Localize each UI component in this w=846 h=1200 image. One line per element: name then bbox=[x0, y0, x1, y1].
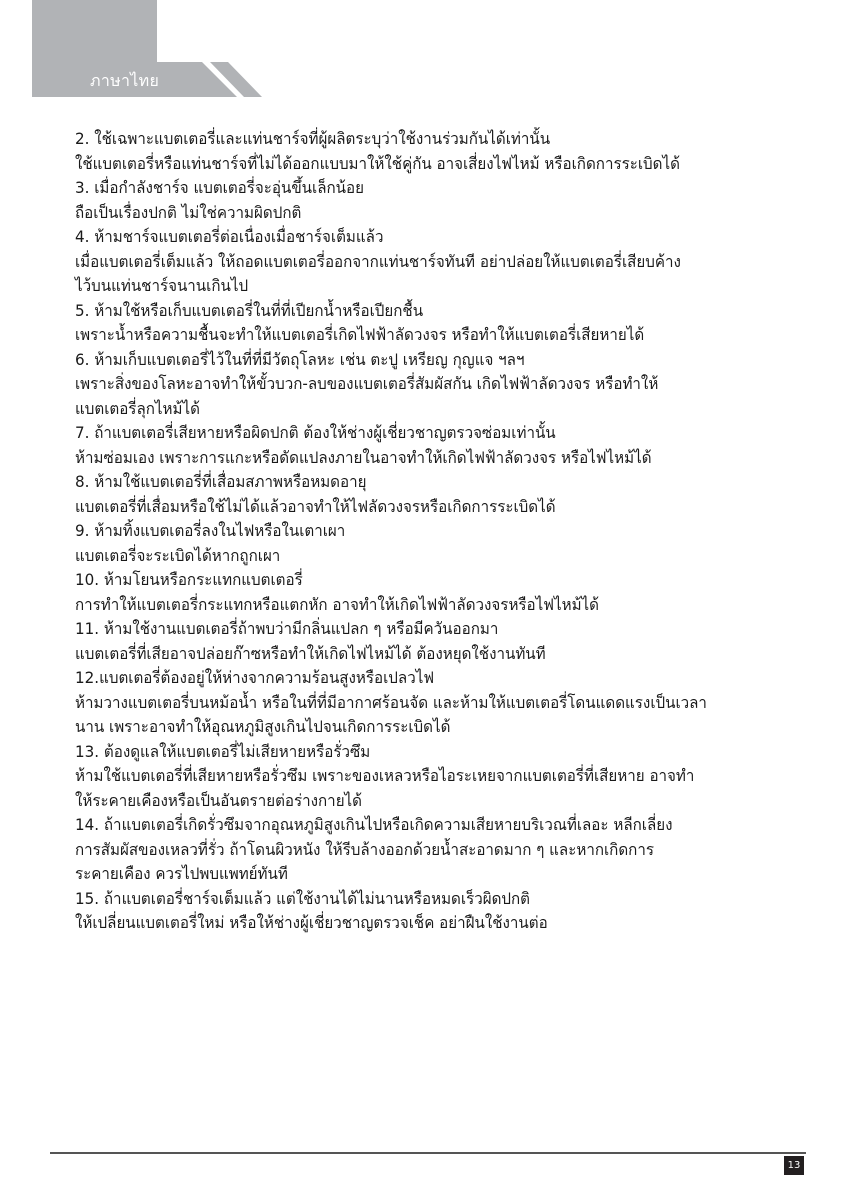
safety-instructions-text bbox=[75, 127, 745, 936]
text-line: ห้ามใช้แบตเตอรี่ที่เสียหายหรือรั่วซึม เพราะของเหลวหรือไอระเหยจากแบตเตอรี่ที่เสียหาย อาจทำ bbox=[75, 766, 695, 785]
text-line: การทำให้แบตเตอรี่กระแทกหรือแตกหัก อาจทำให้เกิดไฟฟ้าลัดวงจรหรือไฟไหม้ได้ bbox=[75, 594, 600, 614]
text-line: 8. ห้ามใช้แบตเตอรี่ที่เสื่อมสภาพหรือหมดอายุ bbox=[75, 472, 367, 491]
text-line: แบตเตอรี่ที่เสื่อมหรือใช้ไม่ได้แล้วอาจทำให้ไฟลัดวงจรหรือเกิดการระเบิดได้ bbox=[75, 496, 556, 516]
text-line: ให้เปลี่ยนแบตเตอรี่ใหม่ หรือให้ช่างผู้เชี่ยวชาญตรวจเช็ค อย่าฝืนใช้งานต่อ bbox=[75, 913, 548, 932]
text-line: แบตเตอรี่ลุกไหม้ได้ bbox=[75, 398, 200, 418]
text-line: 2. ใช้เฉพาะแบตเตอรี่และแท่นชาร์จที่ผู้ผลิตระบุว่าใช้งานร่วมกันได้เท่านั้น bbox=[75, 129, 551, 148]
text-line: ห้ามวางแบตเตอรี่บนหม้อน้ำ หรือในที่ที่มีอากาศร้อนจัด และห้ามให้แบตเตอรี่โดนแดดแรงเป็นเวลา bbox=[75, 692, 707, 712]
text-line: 7. ถ้าแบตเตอรี่เสียหายหรือผิดปกติ ต้องให้ช่างผู้เชี่ยวชาญตรวจซ่อมเท่านั้น bbox=[75, 423, 556, 442]
text-line: แบตเตอรี่ที่เสียอาจปล่อยก๊าซหรือทำให้เกิดไฟไหม้ได้ ต้องหยุดใช้งานทันที bbox=[75, 643, 546, 663]
page-number: 13 bbox=[784, 1156, 804, 1175]
text-line: เมื่อแบตเตอรี่เต็มแล้ว ให้ถอดแบตเตอรี่ออกจากแท่นชาร์จทันที อย่าปล่อยให้แบตเตอรี่เสียบค้าง bbox=[75, 251, 681, 271]
text-line: 12.แบตเตอรี่ต้องอยู่ให้ห่างจากความร้อนสูงหรือเปลวไฟ bbox=[75, 668, 435, 687]
text-line: ห้ามซ่อมเอง เพราะการแกะหรือดัดแปลงภายในอาจทำให้เกิดไฟฟ้าลัดวงจร หรือไฟไหม้ได้ bbox=[75, 447, 652, 467]
text-line: ระคายเคือง ควรไปพบแพทย์ทันที bbox=[75, 864, 288, 883]
text-line: 6. ห้ามเก็บแบตเตอรี่ไว้ในที่ที่มีวัตถุโลหะ เช่น ตะปู เหรียญ กุญแจ ฯลฯ bbox=[75, 349, 525, 369]
text-line: 5. ห้ามใช้หรือเก็บแบตเตอรี่ในที่ที่เปียกน้ำหรือเปียกชื้น bbox=[75, 300, 424, 320]
text-line: ถือเป็นเรื่องปกติ ไม่ใช่ความผิดปกติ bbox=[75, 202, 302, 222]
text-line: 3. เมื่อกำลังชาร์จ แบตเตอรี่จะอุ่นขึ้นเล็กน้อย bbox=[75, 178, 364, 197]
text-line: 10. ห้ามโยนหรือกระแทกแบตเตอรี่ bbox=[75, 570, 303, 589]
text-line: 9. ห้ามทิ้งแบตเตอรี่ลงในไฟหรือในเตาเผา bbox=[75, 521, 346, 540]
text-line: นาน เพราะอาจทำให้อุณหภูมิสูงเกินไปจนเกิดการระเบิดได้ bbox=[75, 717, 451, 736]
language-label: ภาษาไทย bbox=[90, 71, 160, 90]
text-line: ไว้บนแท่นชาร์จนานเกินไป bbox=[75, 276, 249, 295]
text-line: ให้ระคายเคืองหรือเป็นอันตรายต่อร่างกายได้ bbox=[75, 790, 363, 810]
text-line: เพราะน้ำหรือความชื้นจะทำให้แบตเตอรี่เกิดไฟฟ้าลัดวงจร หรือทำให้แบตเตอรี่เสียหายได้ bbox=[75, 325, 645, 344]
text-line: 13. ต้องดูแลให้แบตเตอรี่ไม่เสียหายหรือรั่วซึม bbox=[75, 741, 371, 761]
text-line: 14. ถ้าแบตเตอรี่เกิดรั่วซึมจากอุณหภูมิสูงเกินไปหรือเกิดความเสียหายบริเวณที่เลอะ หลีกเลี่ยง bbox=[75, 815, 673, 834]
text-line: 4. ห้ามชาร์จแบตเตอรี่ต่อเนื่องเมื่อชาร์จเต็มแล้ว bbox=[75, 227, 384, 246]
text-line: 11. ห้ามใช้งานแบตเตอรี่ถ้าพบว่ามีกลิ่นแปลก ๆ หรือมีควันออกมา bbox=[75, 619, 499, 638]
text-line: 15. ถ้าแบตเตอรี่ชาร์จเต็มแล้ว แต่ใช้งานได้ไม่นานหรือหมดเร็วผิดปกติ bbox=[75, 888, 531, 908]
text-line: ใช้แบตเตอรี่หรือแท่นชาร์จที่ไม่ได้ออกแบบมาให้ใช้คู่กัน อาจเสี่ยงไฟไหม้ หรือเกิดการระเบิดได้ bbox=[75, 153, 680, 173]
text-line: เพราะสิ่งของโลหะอาจทำให้ขั้วบวก-ลบของแบตเตอรี่สัมผัสกัน เกิดไฟฟ้าลัดวงจร หรือทำให้ bbox=[75, 374, 659, 393]
text-line: แบตเตอรี่จะระเบิดได้หากถูกเผา bbox=[75, 545, 281, 565]
text-line: การสัมผัสของเหลวที่รั่ว ถ้าโดนผิวหนัง ให้รีบล้างออกด้วยน้ำสะอาดมาก ๆ และหากเกิดการ bbox=[75, 839, 654, 859]
footer-divider bbox=[50, 1152, 806, 1154]
